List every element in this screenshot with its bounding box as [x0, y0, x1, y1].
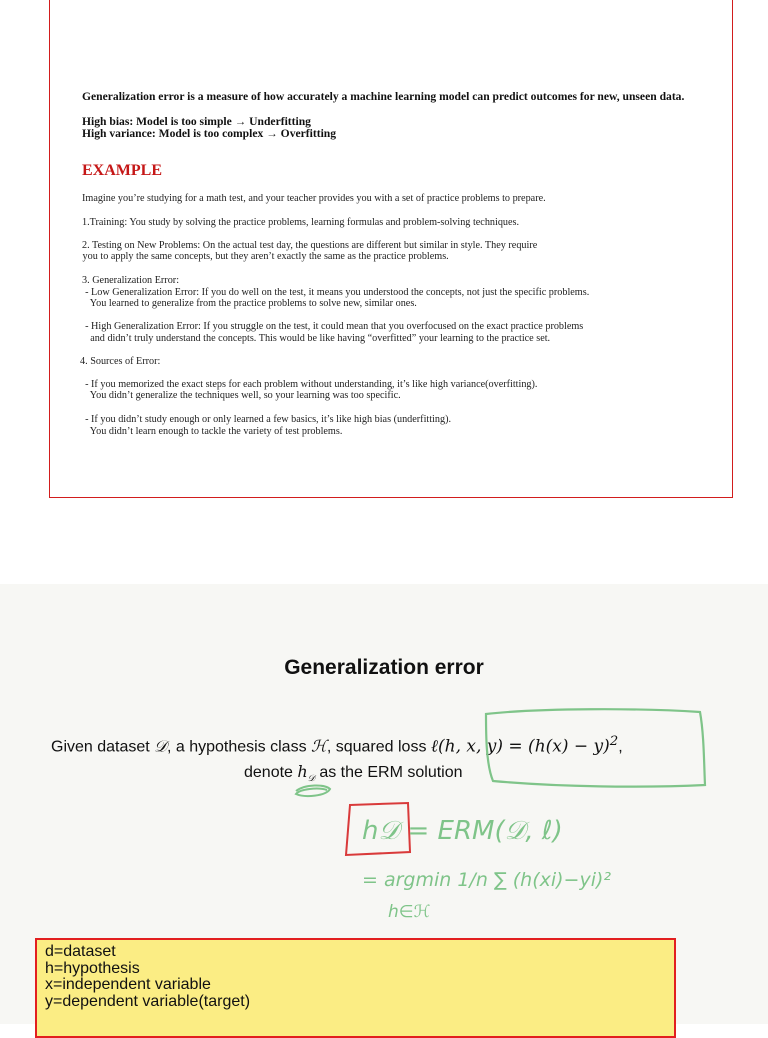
high-generalization-line1: - High Generalization Error: If you struggle on the test, it could mean that you overfocused on the exact practice problems — [80, 321, 584, 332]
example-slide — [49, 0, 733, 498]
testing-step-line1: 2. Testing on New Problems: On the actual test day, the questions are different but similar in style. They require — [82, 240, 538, 251]
definition-dataset: d=dataset — [45, 943, 116, 960]
hypothesis-class-symbol: ℋ — [311, 736, 327, 756]
low-generalization-line1: - Low Generalization Error: If you do well on the test, it means you understood the concepts, not just the specific problems. — [80, 287, 590, 298]
handwritten-erm: h𝒟 = ERM(𝒟, ℓ) — [362, 816, 563, 846]
denote-prefix: denote — [244, 764, 298, 781]
example-intro: Imagine you’re studying for a math test, and your teacher provides you with a set of practice problems to prepare. — [82, 193, 546, 204]
source-bias-line2: You didn’t learn enough to tackle the variety of test problems. — [80, 426, 343, 437]
loss-suffix: , — [618, 738, 623, 756]
testing-step-line2: you to apply the same concepts, but they aren’t exactly the same as the practice problems. — [80, 251, 449, 262]
high-variance-line: High variance: Model is too complex → Overfitting — [82, 127, 337, 140]
high-bias-line: High bias: Model is too simple → Underfitting — [82, 115, 311, 128]
given-loss: , squared loss — [326, 738, 431, 756]
example-heading: EXAMPLE — [82, 162, 162, 179]
loss-exponent: 2 — [609, 734, 619, 749]
denote-suffix: as the ERM solution — [314, 764, 463, 781]
generalization-definition: Generalization error is a measure of how accurately a machine learning model can predict outcomes for new, unseen data. — [82, 90, 685, 103]
training-step: 1.Training: You study by solving the practice problems, learning formulas and problem-solving techniques. — [82, 217, 520, 228]
source-variance-line1: - If you memorized the exact steps for each problem without understanding, it’s like high variance(overfitting). — [80, 379, 538, 390]
hd-red-box — [346, 803, 410, 855]
definitions-box — [35, 938, 676, 1038]
generalization-error-heading: 3. Generalization Error: — [82, 275, 180, 286]
loss-formula: ℓ(h, x, y) = (h(x) − y) — [430, 736, 610, 757]
dataset-symbol: 𝒟 — [154, 736, 167, 756]
handwritten-h-in-H: h∈ℋ — [388, 902, 431, 922]
slide-title: Generalization error — [284, 656, 484, 679]
sources-heading: 4. Sources of Error: — [80, 356, 161, 367]
given-statement — [51, 734, 623, 756]
handwritten-argmin: = argmin 1/n ∑ (h(xi)−yi)² — [362, 869, 612, 891]
low-generalization-line2: You learned to generalize from the practice problems to solve new, similar ones. — [80, 298, 417, 309]
definition-y: y=dependent variable(target) — [45, 992, 251, 1010]
generalization-error-slide — [0, 584, 768, 1024]
given-mid: , a hypothesis class — [166, 738, 312, 756]
h-underline-squiggle — [296, 785, 330, 796]
given-prefix: Given dataset — [51, 738, 155, 756]
high-generalization-line2: and didn’t truly understand the concepts. This would be like having “overfitted” your learning to the practice set. — [80, 333, 551, 344]
definition-x: x=independent variable — [45, 976, 211, 993]
source-variance-line2: You didn’t generalize the techniques well, so your learning was too specific. — [80, 390, 401, 401]
erm-symbol: $h_𝒟$ — [297, 762, 315, 785]
definition-hypothesis: h=hypothesis — [45, 959, 140, 977]
page-gap — [0, 498, 768, 584]
denote-statement — [244, 762, 463, 784]
source-bias-line1: - If you didn’t study enough or only learned a few basics, it’s like high bias (underfitting). — [80, 414, 452, 425]
